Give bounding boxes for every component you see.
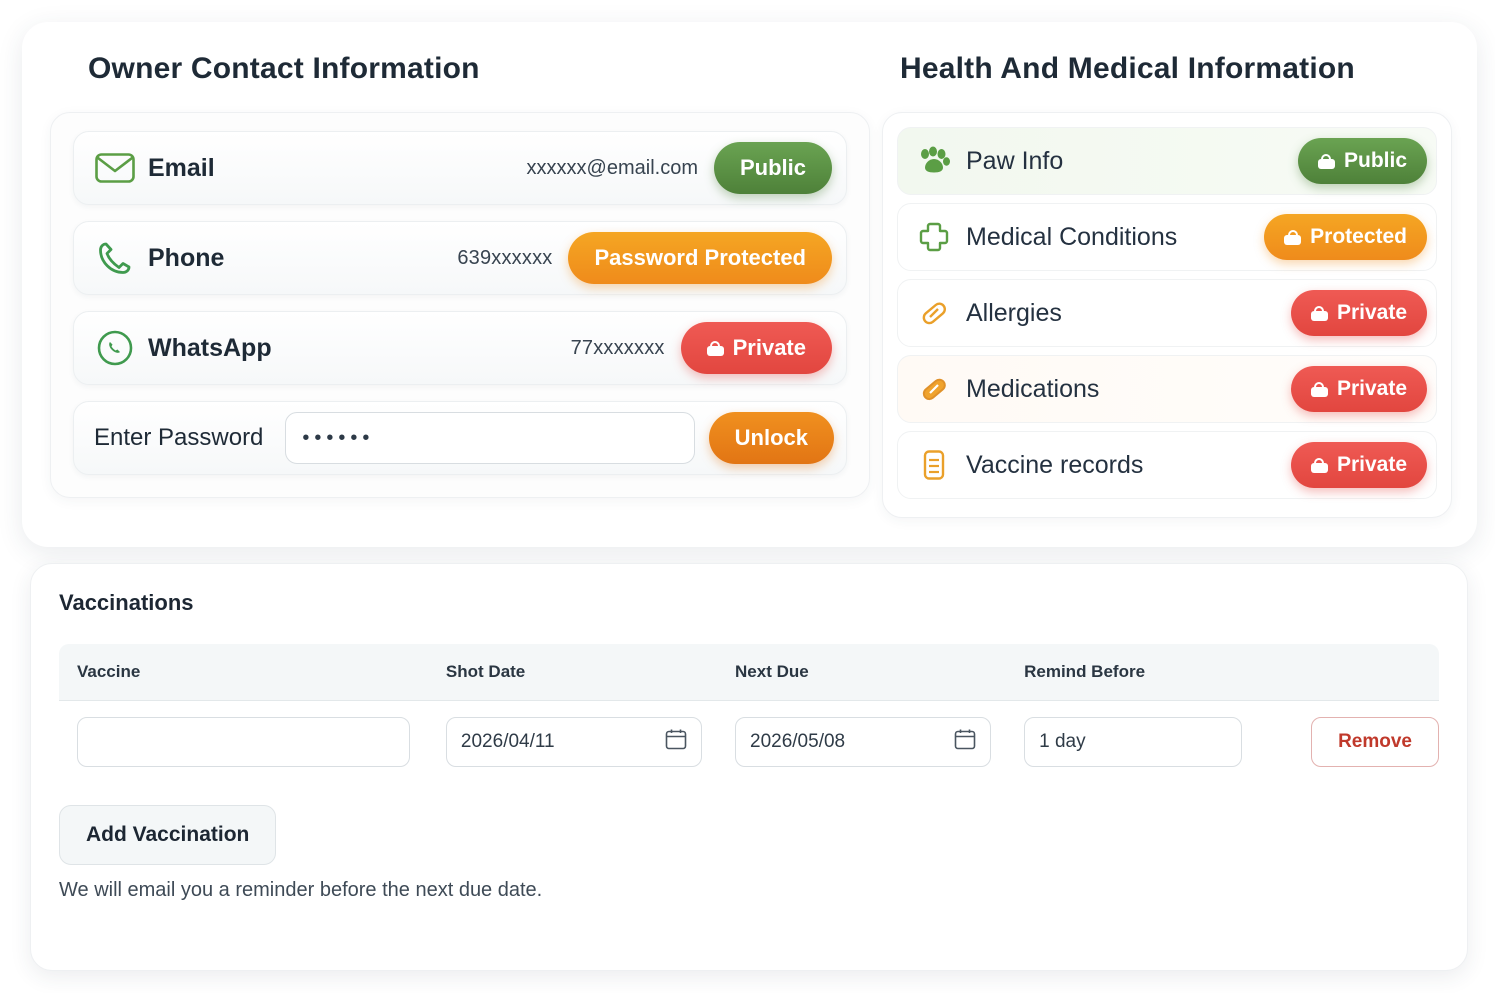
contact-row-email[interactable] bbox=[73, 131, 847, 205]
password-row bbox=[73, 401, 847, 475]
badge-allergies-label: Private bbox=[1336, 301, 1407, 324]
table-row bbox=[59, 701, 1439, 784]
cell-remind-before bbox=[1006, 701, 1293, 784]
health-row-paw-info[interactable] bbox=[897, 127, 1437, 195]
add-vaccination-button[interactable] bbox=[59, 805, 276, 865]
cell-vaccine bbox=[59, 701, 428, 784]
column-header-remind-before: Remind Before bbox=[1006, 644, 1293, 701]
health-row-allergies[interactable] bbox=[897, 279, 1437, 347]
calendar-icon[interactable] bbox=[954, 728, 976, 756]
contact-value-phone: 639xxxxxx bbox=[457, 246, 553, 269]
owner-contact-panel bbox=[50, 112, 870, 498]
next-due-value: 2026/05/08 bbox=[750, 731, 846, 752]
shot-date-input[interactable] bbox=[446, 717, 702, 767]
pill-icon bbox=[912, 369, 956, 409]
badge-medications[interactable] bbox=[1291, 366, 1427, 412]
vaccinations-title: Vaccinations bbox=[59, 590, 194, 615]
badge-paw-info[interactable] bbox=[1298, 138, 1427, 184]
pill-icon bbox=[912, 293, 956, 333]
remind-before-select[interactable] bbox=[1024, 717, 1242, 767]
add-vaccination-label: Add Vaccination bbox=[86, 823, 250, 846]
health-medical-panel bbox=[882, 112, 1452, 518]
contact-label-phone: Phone bbox=[148, 243, 225, 272]
column-header-vaccine: Vaccine bbox=[59, 644, 428, 701]
contact-label-email: Email bbox=[148, 153, 215, 182]
lock-icon bbox=[1284, 230, 1301, 245]
column-header-next-due: Next Due bbox=[717, 644, 1006, 701]
password-label: Enter Password bbox=[94, 424, 264, 451]
badge-allergies[interactable] bbox=[1291, 290, 1427, 336]
lock-icon bbox=[1311, 458, 1328, 473]
contact-value-email: xxxxxx@email.com bbox=[526, 156, 698, 179]
health-label-paw-info: Paw Info bbox=[966, 146, 1064, 175]
medical-cross-icon bbox=[912, 217, 956, 257]
contact-value-whatsapp: 77xxxxxxx bbox=[570, 336, 665, 359]
cell-actions bbox=[1293, 701, 1439, 784]
badge-whatsapp-label: Private bbox=[732, 335, 806, 360]
badge-phone-label: Password Protected bbox=[594, 245, 806, 270]
health-row-medical-conditions[interactable] bbox=[897, 203, 1437, 271]
health-row-medications[interactable] bbox=[897, 355, 1437, 423]
phone-icon bbox=[92, 238, 138, 278]
health-label-medications: Medications bbox=[966, 374, 1100, 403]
paw-icon bbox=[912, 141, 956, 181]
password-input[interactable] bbox=[285, 412, 694, 464]
health-label-medical-conditions: Medical Conditions bbox=[966, 222, 1178, 251]
shot-date-value: 2026/04/11 bbox=[460, 731, 555, 752]
column-header-actions bbox=[1293, 644, 1439, 701]
lock-icon bbox=[1318, 154, 1335, 169]
cell-shot-date bbox=[428, 701, 717, 784]
contact-row-phone[interactable] bbox=[73, 221, 847, 295]
reminder-note: We will email you a reminder before the next due date. bbox=[59, 879, 543, 901]
remind-before-value: 1 day bbox=[1039, 731, 1086, 752]
vaccinations-card bbox=[30, 563, 1468, 971]
badge-medications-label: Private bbox=[1336, 377, 1407, 400]
contact-label-whatsapp: WhatsApp bbox=[148, 333, 272, 362]
lock-icon bbox=[707, 341, 724, 356]
badge-email-public[interactable] bbox=[714, 142, 832, 194]
next-due-input[interactable] bbox=[735, 717, 991, 767]
badge-vaccine-records-label: Private bbox=[1336, 453, 1407, 476]
health-label-vaccine-records: Vaccine records bbox=[966, 450, 1144, 479]
lock-icon bbox=[1311, 306, 1328, 321]
unlock-label: Unlock bbox=[734, 425, 808, 450]
calendar-icon[interactable] bbox=[665, 728, 687, 756]
records-icon bbox=[912, 445, 956, 485]
privacy-settings-card bbox=[22, 22, 1477, 547]
badge-paw-info-label: Public bbox=[1343, 149, 1407, 172]
vaccinations-table bbox=[59, 644, 1439, 783]
lock-icon bbox=[1311, 382, 1328, 397]
remove-label: Remove bbox=[1338, 731, 1412, 752]
vaccine-name-input[interactable] bbox=[77, 717, 410, 767]
badge-email-label: Public bbox=[739, 155, 806, 180]
whatsapp-icon bbox=[92, 328, 138, 368]
badge-vaccine-records[interactable] bbox=[1291, 442, 1427, 488]
badge-whatsapp-private[interactable] bbox=[681, 322, 832, 374]
health-row-vaccine-records[interactable] bbox=[897, 431, 1437, 499]
contact-row-whatsapp[interactable] bbox=[73, 311, 847, 385]
remove-row-button[interactable] bbox=[1311, 717, 1439, 767]
health-label-allergies: Allergies bbox=[966, 298, 1062, 327]
column-header-shot-date: Shot Date bbox=[428, 644, 717, 701]
cell-next-due bbox=[717, 701, 1006, 784]
owner-contact-section bbox=[50, 52, 870, 498]
health-medical-title: Health And Medical Information bbox=[900, 52, 1355, 85]
owner-contact-title: Owner Contact Information bbox=[88, 52, 480, 85]
email-icon bbox=[92, 148, 138, 188]
badge-phone-protected[interactable] bbox=[568, 232, 832, 284]
badge-medical-conditions-label: Protected bbox=[1310, 225, 1407, 248]
health-medical-section bbox=[882, 52, 1452, 518]
unlock-button[interactable] bbox=[709, 412, 834, 464]
badge-medical-conditions[interactable] bbox=[1264, 214, 1427, 260]
table-header-row bbox=[59, 644, 1439, 701]
